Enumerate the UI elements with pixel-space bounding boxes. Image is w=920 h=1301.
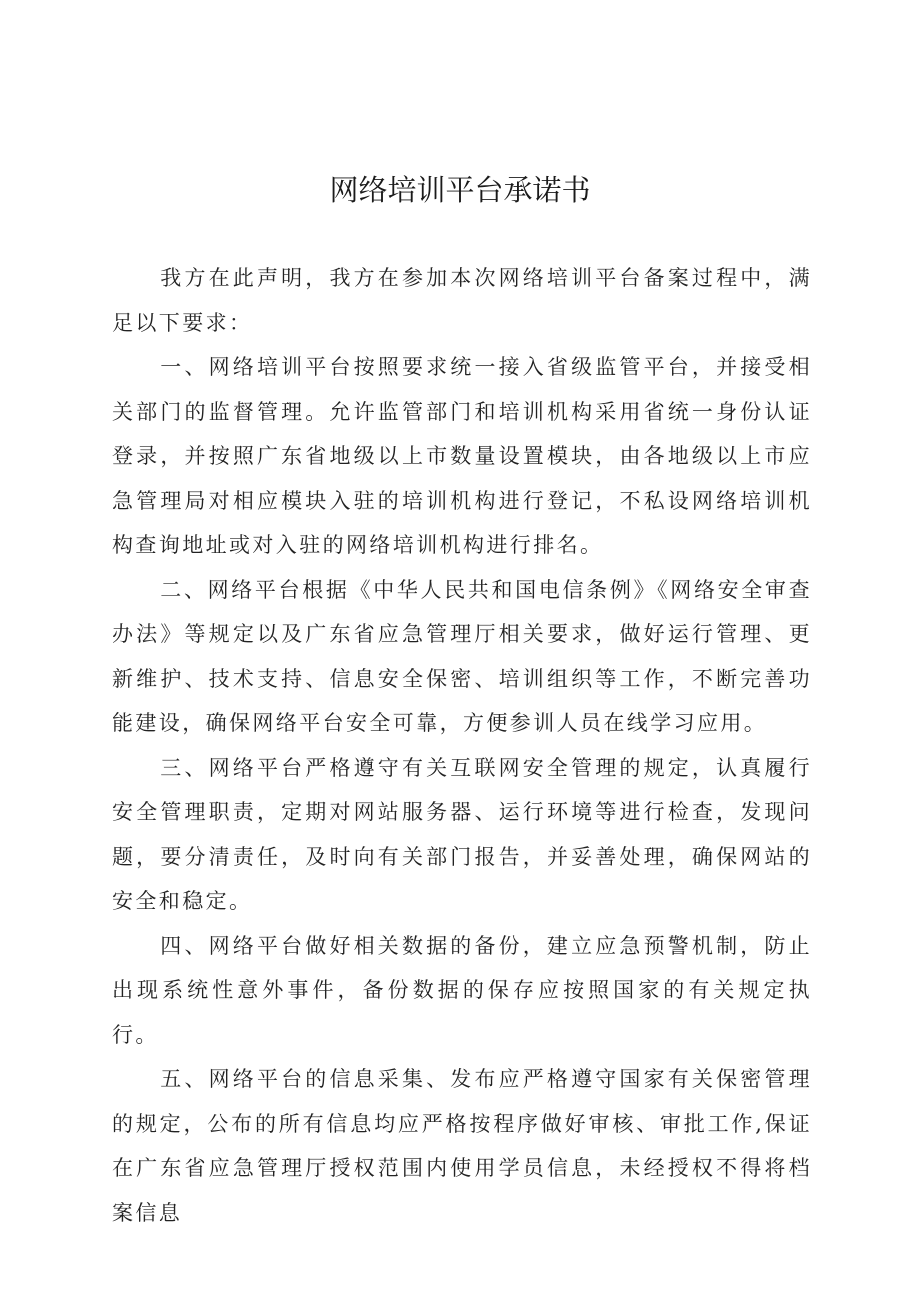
paragraph-intro: 我方在此声明，我方在参加本次网络培训平台备案过程中，满足以下要求： <box>112 266 812 335</box>
document-body <box>112 256 812 1235</box>
paragraph-item-5: 五、网络平台的信息采集、发布应严格遵守国家有关保密管理的规定，公布的所有信息均应严格按程序做好审核、审批工作,保证在广东省应急管理厅授权范围内使用学员信息，未经授权不得将档案信息 <box>112 1067 812 1225</box>
paragraph-item-3: 三、网络平台严格遵守有关互联网安全管理的规定，认真履行安全管理职责，定期对网站服务器、运行环境等进行检查，发现问题，要分清责任，及时向有关部门报告，并妥善处理，确保网站的安全和稳定。 <box>112 755 812 913</box>
paragraph-item-4: 四、网络平台做好相关数据的备份，建立应急预警机制，防止出现系统性意外事件，备份数据的保存应按照国家的有关规定执行。 <box>112 933 812 1047</box>
document-title: 网络培训平台承诺书 <box>329 173 591 207</box>
paragraph-item-2: 二、网络平台根据《中华人民共和国电信条例》《网络安全审查办法》等规定以及广东省应急管理厅相关要求，做好运行管理、更新维护、技术支持、信息安全保密、培训组织等工作，不断完善功能建设，确保网络平台安全可靠，方便参训人员在线学习应用。 <box>112 577 812 735</box>
paragraph-item-1: 一、网络培训平台按照要求统一接入省级监管平台，并接受相关部门的监督管理。允许监管部门和培训机构采用省统一身份认证登录，并按照广东省地级以上市数量设置模块，由各地级以上市应急管理局对相应模块入驻的培训机构进行登记，不私设网络培训机构查询地址或对入驻的网络培训机构进行排名。 <box>112 355 812 557</box>
